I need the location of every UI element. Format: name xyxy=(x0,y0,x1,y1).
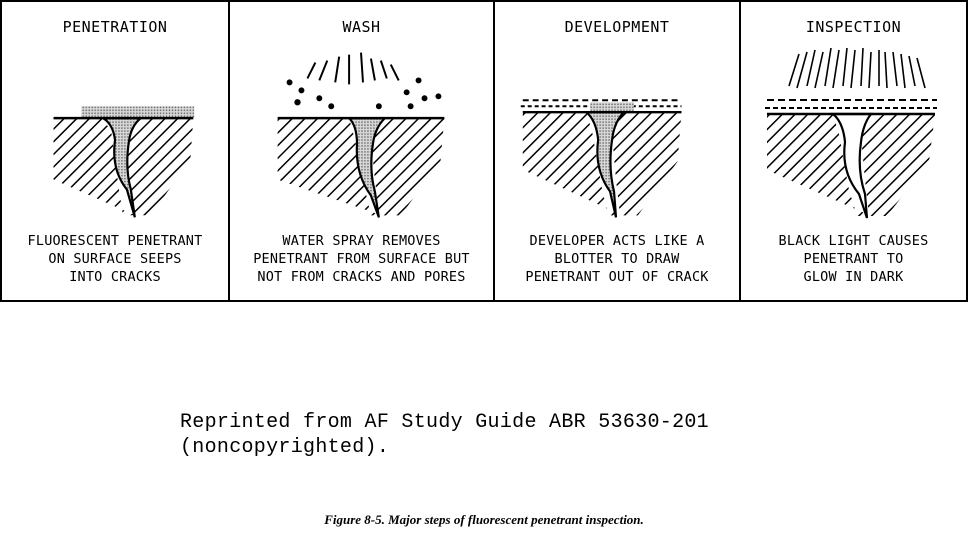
panel-caption-wash: WATER SPRAY REMOVES PENETRANT FROM SURFACE BUT NOT FROM CRACKS AND PORES xyxy=(253,233,470,285)
figure-caption: Figure 8-5. Major steps of fluorescent penetrant inspection. xyxy=(324,512,644,527)
penetration-illustration xyxy=(2,40,228,230)
panel-development xyxy=(495,2,741,300)
development-illustration xyxy=(495,40,739,230)
black-light-rays xyxy=(789,48,925,88)
panel-title-penetration: PENETRATION xyxy=(62,18,168,36)
developer-coating xyxy=(765,100,937,108)
reprint-credit: Reprinted from AF Study Guide ABR 53630-201 (noncopyrighted). xyxy=(180,411,709,459)
panel-title-inspection: INSPECTION xyxy=(805,18,902,36)
panel-wash xyxy=(230,2,495,300)
surface-penetrant-layer xyxy=(81,106,194,118)
inspection-illustration xyxy=(741,40,966,230)
panel-caption-inspection: BLACK LIGHT CAUSES PENETRANT TO GLOW IN DARK xyxy=(778,233,929,285)
developer-coating xyxy=(521,100,682,112)
panel-title-development: DEVELOPMENT xyxy=(564,18,670,36)
panel-inspection xyxy=(741,2,966,300)
panel-caption-penetration: FLUORESCENT PENETRANT ON SURFACE SEEPS INTO CRACKS xyxy=(27,233,203,285)
panel-penetration xyxy=(2,2,230,300)
panel-title-wash: WASH xyxy=(342,18,381,36)
panel-caption-development: DEVELOPER ACTS LIKE A BLOTTER TO DRAW PENETRANT OUT OF CRACK xyxy=(525,233,709,285)
wash-illustration xyxy=(230,40,493,230)
water-spray-drops xyxy=(288,53,441,109)
